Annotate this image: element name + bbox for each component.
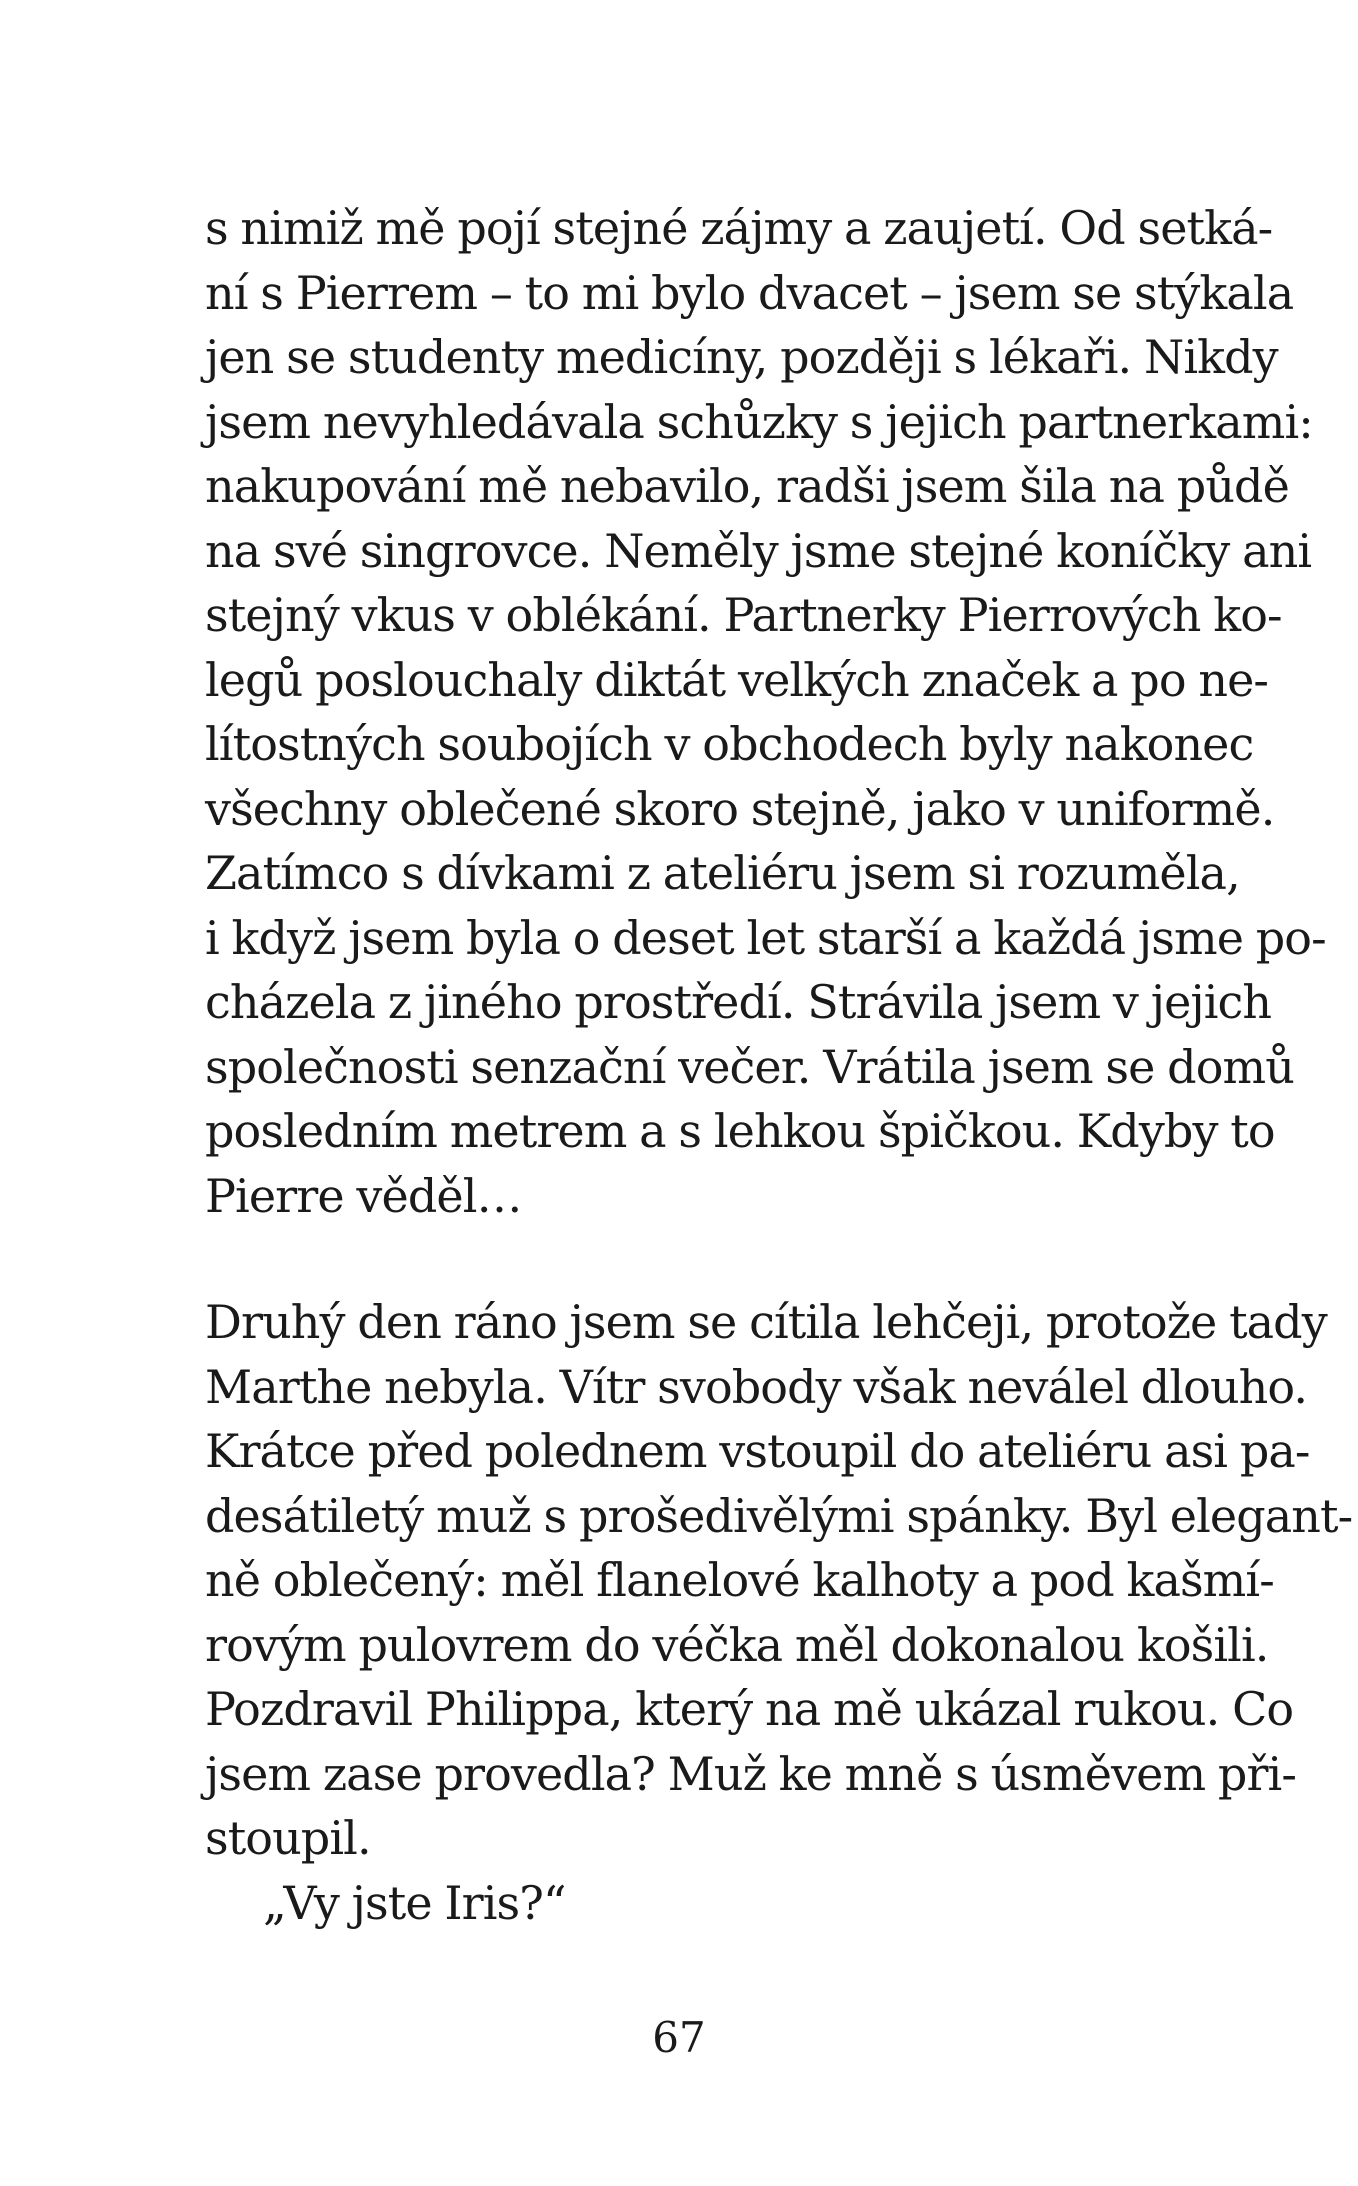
text-line: posledním metrem a s lehkou špičkou. Kdyby to xyxy=(205,1104,1275,1158)
text-line: cházela z jiného prostředí. Strávila jsem v jejich xyxy=(205,975,1272,1029)
text-line: ně oblečený: měl flanelové kalhoty a pod kašmí- xyxy=(205,1553,1274,1607)
dialogue-line: „Vy jste Iris?“ xyxy=(263,1875,566,1930)
text-line: Zatímco s dívkami z ateliéru jsem si rozuměla, xyxy=(205,846,1240,900)
text-line: na své singrovce. Neměly jsme stejné koníčky ani xyxy=(205,523,1312,578)
text-line: i když jsem byla o deset let starší a každá jsme po- xyxy=(205,910,1326,965)
text-line: nakupování mě nebavilo, radši jsem šila na půdě xyxy=(205,459,1289,513)
text-line: s nimiž mě pojí stejné zájmy a zaujetí. Od setká- xyxy=(205,201,1273,255)
text-line: jsem nevyhledávala schůzky s jejich partnerkami: xyxy=(205,394,1313,449)
paragraph-1 xyxy=(205,196,1326,1228)
text-line: Marthe nebyla. Vítr svobody však neválel dlouho. xyxy=(205,1359,1308,1414)
text-line: jen se studenty medicíny, později s lékaři. Nikdy xyxy=(205,330,1278,384)
text-line: legů poslouchaly diktát velkých značek a po ne- xyxy=(205,652,1269,707)
text-line: lítostných soubojích v obchodech byly nakonec xyxy=(205,717,1254,771)
text-line: všechny oblečené skoro stejně, jako v uniformě. xyxy=(205,781,1275,836)
page-number: 67 xyxy=(652,2013,706,2062)
text-line: Krátce před polednem vstoupil do ateliéru asi pa- xyxy=(205,1424,1310,1478)
text-line: rovým pulovrem do véčka měl dokonalou košili. xyxy=(205,1617,1269,1672)
text-line: stejný vkus v oblékání. Partnerky Pierrových ko- xyxy=(205,588,1282,642)
paragraph-2 xyxy=(205,1290,1353,1935)
text-line: ní s Pierrem – to mi bylo dvacet – jsem se stýkala xyxy=(205,265,1294,320)
text-line: stoupil. xyxy=(205,1811,371,1865)
text-line: Druhý den ráno jsem se cítila lehčeji, protože tady xyxy=(205,1295,1327,1349)
text-line: desátiletý muž s prošedivělými spánky. Byl elegant- xyxy=(205,1488,1353,1543)
text-line: společnosti senzační večer. Vrátila jsem se domů xyxy=(205,1039,1294,1094)
text-line: Pierre věděl… xyxy=(205,1168,522,1223)
text-line: jsem zase provedla? Muž ke mně s úsměvem při- xyxy=(205,1746,1296,1801)
text-line: Pozdravil Philippa, který na mě ukázal rukou. Co xyxy=(205,1682,1294,1736)
